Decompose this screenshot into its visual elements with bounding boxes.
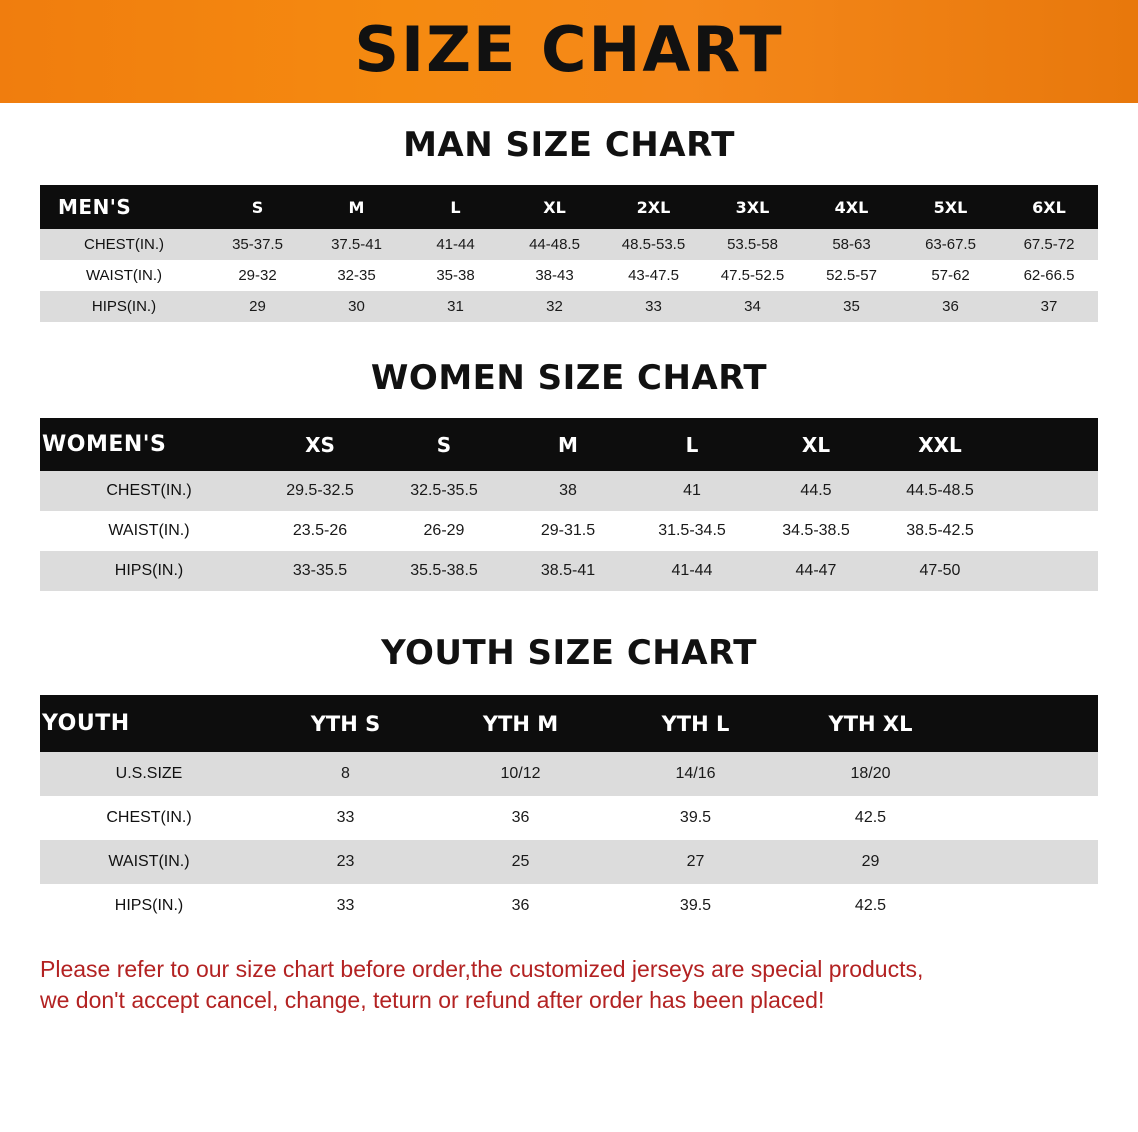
youth-waist-l: 27 xyxy=(608,840,783,884)
women-hips-xs: 33-35.5 xyxy=(258,551,382,591)
youth-waist-spacer xyxy=(958,840,1098,884)
men-row-label-waist: WAIST(IN.) xyxy=(40,260,208,291)
women-row-label-waist: WAIST(IN.) xyxy=(40,511,258,551)
youth-chest-l: 39.5 xyxy=(608,796,783,840)
men-waist-3xl: 47.5-52.5 xyxy=(703,260,802,291)
men-size-table xyxy=(40,185,1098,322)
youth-section-title: YOUTH SIZE CHART xyxy=(381,633,757,673)
men-header-3xl: 3XL xyxy=(703,185,802,229)
women-header-l: L xyxy=(630,418,754,471)
men-chest-xl: 44-48.5 xyxy=(505,229,604,260)
men-chest-l: 41-44 xyxy=(406,229,505,260)
banner-title: SIZE CHART xyxy=(354,12,784,86)
women-size-table xyxy=(40,418,1098,591)
youth-hips-xl: 42.5 xyxy=(783,884,958,928)
table-row xyxy=(40,840,1098,884)
men-header-2xl: 2XL xyxy=(604,185,703,229)
men-hips-xl: 32 xyxy=(505,291,604,322)
youth-header-m: YTH M xyxy=(433,695,608,752)
women-waist-spacer xyxy=(1002,511,1098,551)
women-header-xs: XS xyxy=(258,418,382,471)
men-row-label-hips: HIPS(IN.) xyxy=(40,291,208,322)
youth-row-label-ussize: U.S.SIZE xyxy=(40,752,258,796)
youth-chest-s: 33 xyxy=(258,796,433,840)
men-header-4xl: 4XL xyxy=(802,185,901,229)
youth-hips-l: 39.5 xyxy=(608,884,783,928)
youth-chest-spacer xyxy=(958,796,1098,840)
youth-row-label-waist: WAIST(IN.) xyxy=(40,840,258,884)
men-row-label-chest: CHEST(IN.) xyxy=(40,229,208,260)
women-waist-xl: 34.5-38.5 xyxy=(754,511,878,551)
youth-header-s: YTH S xyxy=(258,695,433,752)
men-waist-s: 29-32 xyxy=(208,260,307,291)
women-hips-xl: 44-47 xyxy=(754,551,878,591)
youth-waist-m: 25 xyxy=(433,840,608,884)
table-row xyxy=(40,511,1098,551)
women-header-label: WOMEN'S xyxy=(40,418,258,471)
men-chest-6xl: 67.5-72 xyxy=(1000,229,1098,260)
table-row xyxy=(40,471,1098,511)
men-hips-5xl: 36 xyxy=(901,291,1000,322)
men-waist-6xl: 62-66.5 xyxy=(1000,260,1098,291)
youth-waist-s: 23 xyxy=(258,840,433,884)
men-waist-2xl: 43-47.5 xyxy=(604,260,703,291)
youth-chest-m: 36 xyxy=(433,796,608,840)
men-waist-5xl: 57-62 xyxy=(901,260,1000,291)
women-header-s: S xyxy=(382,418,506,471)
women-header-xxl: XXL xyxy=(878,418,1002,471)
men-hips-m: 30 xyxy=(307,291,406,322)
table-row xyxy=(40,551,1098,591)
size-chart-banner xyxy=(0,0,1138,103)
youth-ussize-m: 10/12 xyxy=(433,752,608,796)
men-hips-2xl: 33 xyxy=(604,291,703,322)
man-section-title: MAN SIZE CHART xyxy=(403,125,735,165)
women-row-label-hips: HIPS(IN.) xyxy=(40,551,258,591)
youth-ussize-xl: 18/20 xyxy=(783,752,958,796)
men-chest-s: 35-37.5 xyxy=(208,229,307,260)
men-waist-m: 32-35 xyxy=(307,260,406,291)
youth-ussize-l: 14/16 xyxy=(608,752,783,796)
youth-ussize-s: 8 xyxy=(258,752,433,796)
men-hips-l: 31 xyxy=(406,291,505,322)
youth-header-xl: YTH XL xyxy=(783,695,958,752)
youth-waist-xl: 29 xyxy=(783,840,958,884)
youth-header-l: YTH L xyxy=(608,695,783,752)
youth-chest-xl: 42.5 xyxy=(783,796,958,840)
table-header-row xyxy=(40,418,1098,471)
women-hips-l: 41-44 xyxy=(630,551,754,591)
women-hips-s: 35.5-38.5 xyxy=(382,551,506,591)
table-row xyxy=(40,260,1098,291)
youth-hips-m: 36 xyxy=(433,884,608,928)
men-header-5xl: 5XL xyxy=(901,185,1000,229)
men-hips-s: 29 xyxy=(208,291,307,322)
women-chest-xxl: 44.5-48.5 xyxy=(878,471,1002,511)
youth-row-label-hips: HIPS(IN.) xyxy=(40,884,258,928)
table-header-row xyxy=(40,695,1098,752)
youth-size-table xyxy=(40,695,1098,928)
women-chest-s: 32.5-35.5 xyxy=(382,471,506,511)
footnote-line-2: we don't accept cancel, change, teturn or refund after order has been placed! xyxy=(40,987,825,1014)
women-row-label-chest: CHEST(IN.) xyxy=(40,471,258,511)
table-row xyxy=(40,291,1098,322)
women-waist-xxl: 38.5-42.5 xyxy=(878,511,1002,551)
youth-hips-spacer xyxy=(958,884,1098,928)
women-chest-xs: 29.5-32.5 xyxy=(258,471,382,511)
women-section-title: WOMEN SIZE CHART xyxy=(370,358,768,398)
footnote xyxy=(40,954,1098,1016)
youth-hips-s: 33 xyxy=(258,884,433,928)
table-row xyxy=(40,229,1098,260)
footnote-line-1: Please refer to our size chart before order,the customized jerseys are special products, xyxy=(40,956,924,982)
youth-header-spacer xyxy=(958,695,1098,752)
women-header-m: M xyxy=(506,418,630,471)
women-chest-xl: 44.5 xyxy=(754,471,878,511)
women-chest-m: 38 xyxy=(506,471,630,511)
men-header-s: S xyxy=(208,185,307,229)
men-header-6xl: 6XL xyxy=(1000,185,1098,229)
men-chest-4xl: 58-63 xyxy=(802,229,901,260)
men-hips-6xl: 37 xyxy=(1000,291,1098,322)
women-chest-l: 41 xyxy=(630,471,754,511)
women-hips-spacer xyxy=(1002,551,1098,591)
men-chest-5xl: 63-67.5 xyxy=(901,229,1000,260)
table-row xyxy=(40,796,1098,840)
men-chest-2xl: 48.5-53.5 xyxy=(604,229,703,260)
table-row xyxy=(40,884,1098,928)
men-header-label: MEN'S xyxy=(40,185,208,229)
table-header-row xyxy=(40,185,1098,229)
men-header-m: M xyxy=(307,185,406,229)
youth-row-label-chest: CHEST(IN.) xyxy=(40,796,258,840)
men-header-xl: XL xyxy=(505,185,604,229)
women-waist-m: 29-31.5 xyxy=(506,511,630,551)
women-waist-l: 31.5-34.5 xyxy=(630,511,754,551)
women-waist-s: 26-29 xyxy=(382,511,506,551)
women-header-spacer xyxy=(1002,418,1098,471)
men-waist-l: 35-38 xyxy=(406,260,505,291)
men-chest-3xl: 53.5-58 xyxy=(703,229,802,260)
page-content xyxy=(0,125,1138,1016)
men-hips-3xl: 34 xyxy=(703,291,802,322)
women-hips-m: 38.5-41 xyxy=(506,551,630,591)
women-hips-xxl: 47-50 xyxy=(878,551,1002,591)
youth-header-label: YOUTH xyxy=(40,695,258,752)
men-chest-m: 37.5-41 xyxy=(307,229,406,260)
women-waist-xs: 23.5-26 xyxy=(258,511,382,551)
men-header-l: L xyxy=(406,185,505,229)
men-hips-4xl: 35 xyxy=(802,291,901,322)
women-header-xl: XL xyxy=(754,418,878,471)
men-waist-xl: 38-43 xyxy=(505,260,604,291)
women-chest-spacer xyxy=(1002,471,1098,511)
men-waist-4xl: 52.5-57 xyxy=(802,260,901,291)
table-row xyxy=(40,752,1098,796)
youth-ussize-spacer xyxy=(958,752,1098,796)
